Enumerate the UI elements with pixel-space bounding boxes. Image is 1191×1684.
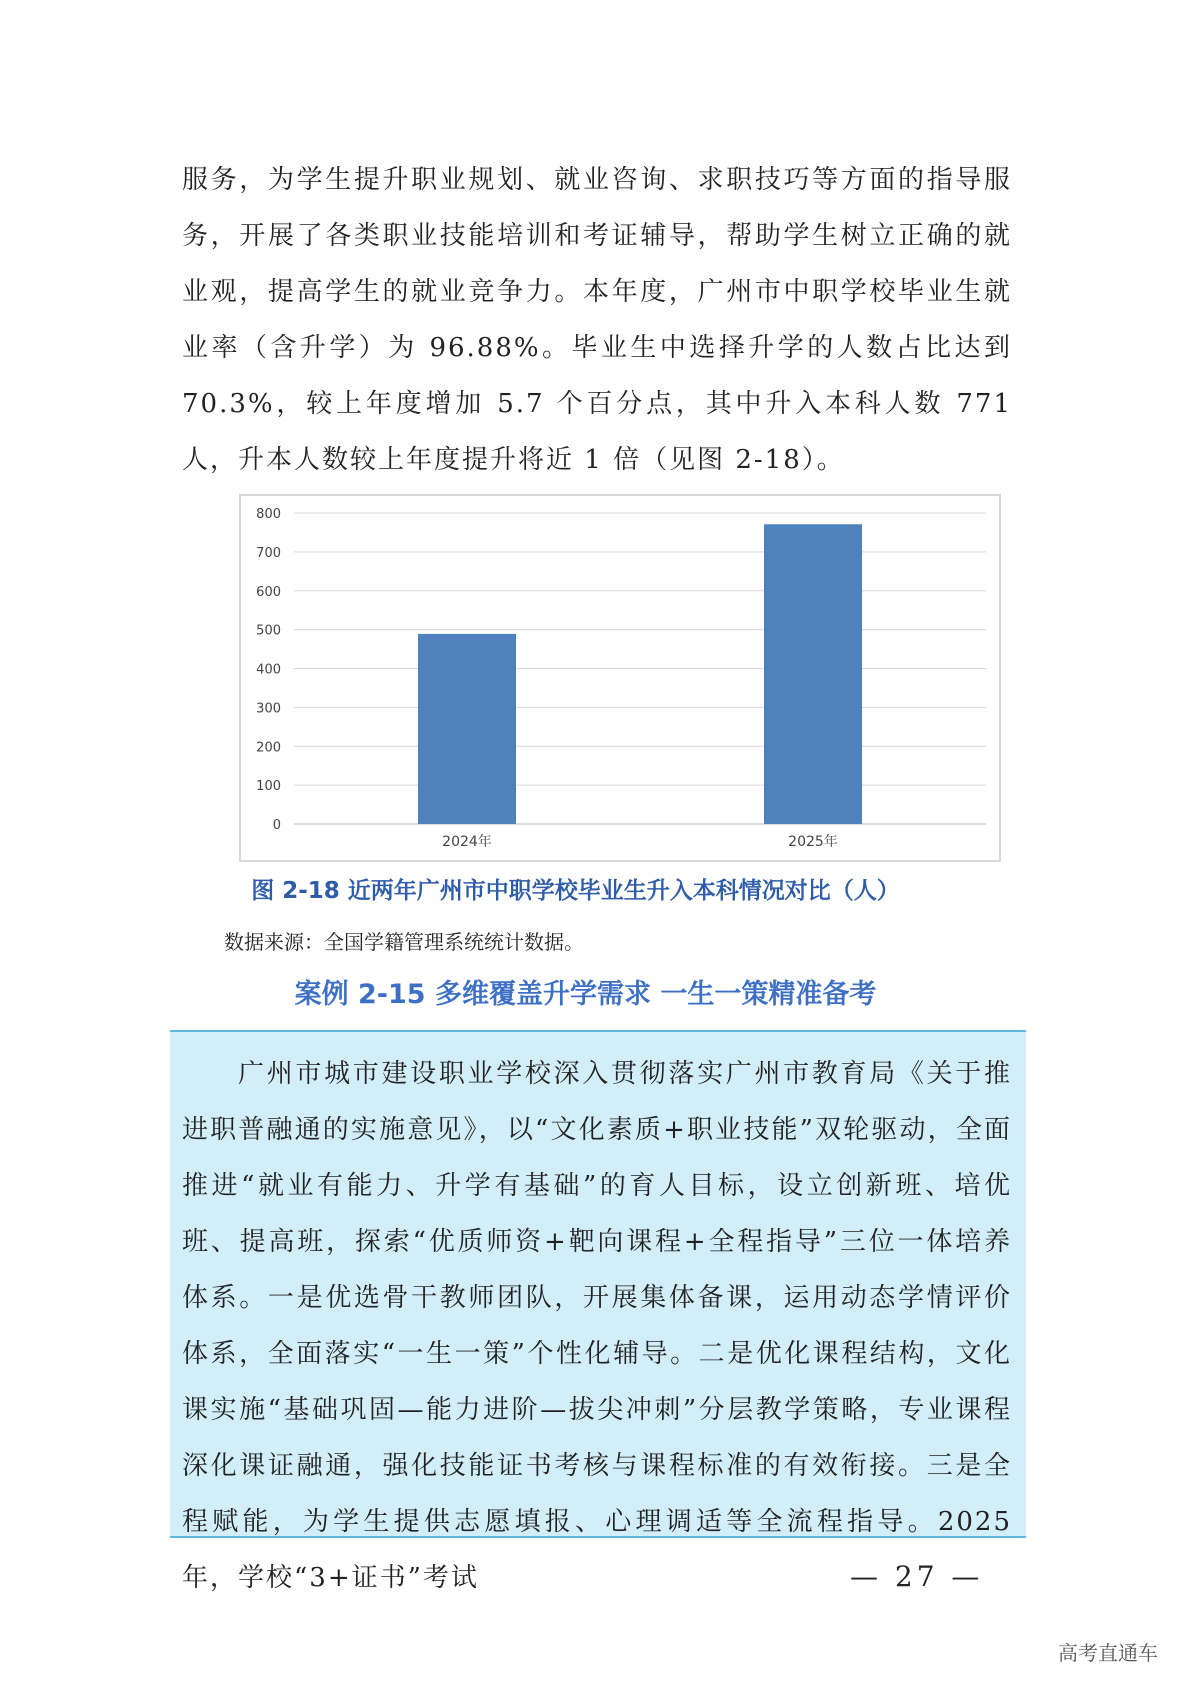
y-tick-label: 400: [256, 662, 281, 678]
y-tick-label: 200: [256, 740, 281, 756]
source-note: 数据来源：全国学籍管理系统统计数据。: [224, 930, 584, 954]
y-tick-label: 0: [272, 818, 281, 833]
y-tick-label: 700: [256, 545, 281, 561]
y-tick-label: 600: [256, 584, 281, 600]
case-paragraph: 广州市城市建设职业学校深入贯彻落实广州市教育局《关于推进职普融通的实施意见》，以“文化素质+职业技能”双轮驱动，全面推进“就业有能力、升学有基础”的育人目标，设立创新班、培优班、提高班，探索“优质师资+靶向课程+全程指导”三位一体培养体系。一是优选骨干教师团队，开展集体备课，运用动态学情评价体系，全面落实“一生一策”个性化辅导。二是优化课程结构，文化课实施“基础巩固—能力进阶—拔尖冲刺”分层教学策略，专业课程深化课证融通，强化技能证书考核与课程标准的有效衔接。三是全程赋能，为学生提供志愿填报、心理调适等全流程指导。2025 年，学校“3+证书”考试: [182, 1059, 1012, 1593]
y-tick-label: 800: [256, 507, 281, 522]
figure-caption: 图 2-18 近两年广州市中职学校毕业生升入本科情况对比（人）: [251, 878, 900, 904]
bar-chart: [239, 494, 1001, 862]
page-number: — 27 —: [850, 1560, 984, 1593]
y-tick-label: 300: [256, 701, 281, 717]
chart-svg: [241, 496, 1003, 864]
case-title: 案例 2-15 多维覆盖升学需求 一生一策精准备考: [294, 979, 877, 1010]
y-tick-label: 500: [256, 623, 281, 639]
y-tick-label: 100: [256, 779, 281, 795]
bar-2024年: [418, 634, 516, 824]
x-tick-label: 2025年: [788, 834, 838, 850]
watermark: 高考直通车: [1058, 1641, 1158, 1665]
x-tick-label: 2024年: [442, 834, 492, 850]
bar-2025年: [764, 524, 862, 824]
intro-paragraph: 服务，为学生提升职业规划、就业咨询、求职技巧等方面的指导服务，开展了各类职业技能培训和考证辅导，帮助学生树立正确的就业观，提高学生的就业竞争力。本年度，广州市中职学校毕业生就业率（含升学）为 96.88%。毕业生中选择升学的人数占比达到 70.3%，较上年度增加 5.7 个百分点，其中升入本科人数 771 人，升本人数较上年度提升将近 1 倍（见图 2-18）。: [182, 165, 1012, 475]
